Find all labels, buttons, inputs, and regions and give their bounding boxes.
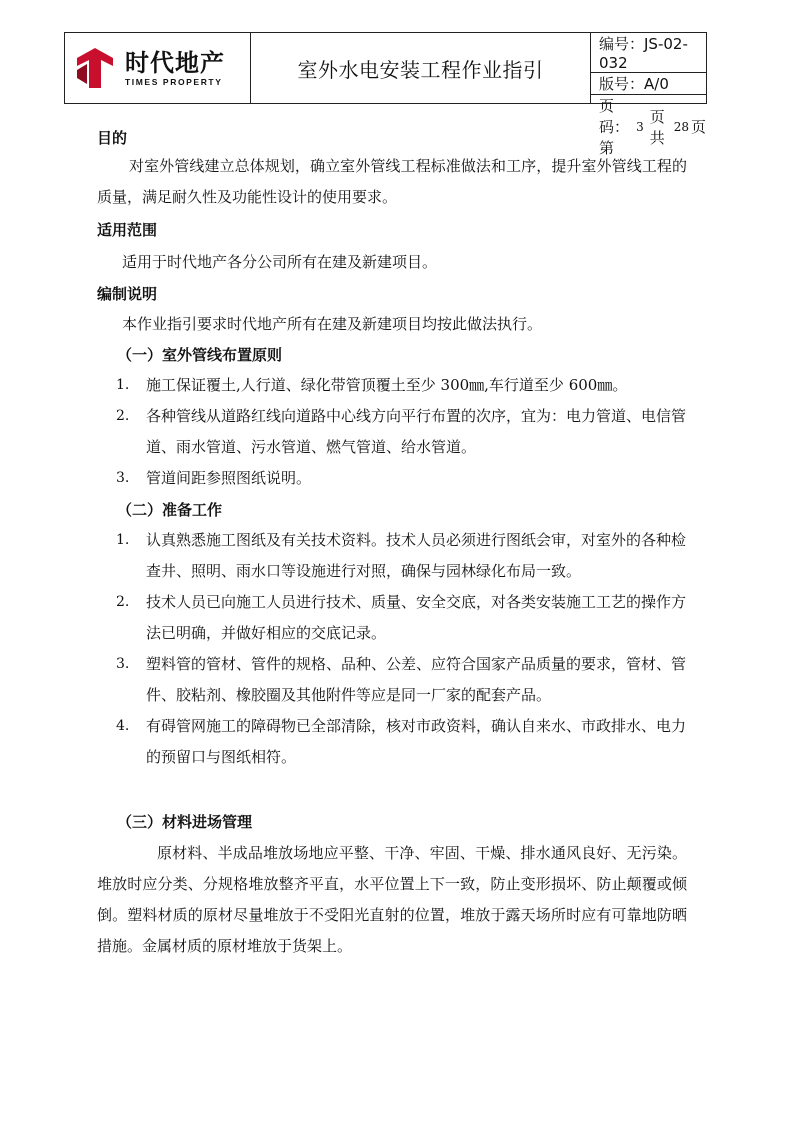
logo-english-text: TIMES PROPERTY — [125, 77, 223, 87]
list-text: 各种管线从道路红线向道路中心线方向平行布置的次序，宜为：电力管道、电信管道、雨水管道、污水管道、燃气管道、给水管道。 — [146, 407, 687, 456]
doc-version-text: 版号：A/0 — [599, 75, 669, 93]
list-number: 4. — [116, 718, 130, 734]
list-number: 1. — [116, 377, 130, 393]
list-number: 3. — [116, 656, 130, 672]
list-item — [116, 463, 686, 494]
list-number: 2. — [116, 594, 130, 610]
page-label-mid: 页 共 — [649, 107, 665, 147]
list-text: 认真熟悉施工图纸及有关技术资料。技术人员必须进行图纸会审，对室外的各种检查井、照明、雨水口等设施进行对照，确保与园林绿化布局一致。 — [146, 531, 687, 580]
title-cell — [251, 33, 591, 103]
doc-code-text: 编号：JS-02-032 — [599, 35, 688, 72]
times-logo-icon — [71, 44, 119, 92]
list-number: 1. — [116, 532, 130, 548]
scope-paragraph: 适用于时代地产各分公司所有在建及新建项目。 — [122, 253, 438, 271]
purpose-paragraph: 对室外管线建立总体规划，确立室外管线工程标准做法和工序，提升室外管线工程的质量，满足耐久性及功能性设计的使用要求。 — [97, 157, 687, 206]
list-text: 施工保证覆土,人行道、绿化带管顶覆土至少 300㎜,车行道至少 600㎜。 — [146, 376, 628, 394]
list-number: 2. — [116, 408, 130, 424]
page-label-prefix: 页码：第 — [599, 97, 630, 157]
doc-version — [591, 73, 706, 95]
current-page: 3 — [636, 119, 644, 134]
list-item — [116, 649, 686, 711]
section-3-paragraph: 原材料、半成品堆放场地应平整、干净、牢固、干燥、排水通风良好、无污染。堆放时应分类、分规格堆放整齐平直，水平位置上下一致，防止变形损坏、防止颠覆或倾倒。塑料材质的原材尽量堆放于不受阳光直射的位置，堆放于露天场所时应有可靠地防晒措施。金属材质的原材堆放于货架上。 — [97, 844, 687, 955]
section-2-heading: （二）准备工作 — [117, 501, 223, 519]
list-text: 管道间距参照图纸说明。 — [146, 469, 312, 487]
total-pages: 28 — [673, 119, 689, 134]
company-logo — [65, 33, 251, 103]
list-text: 技术人员已向施工人员进行技术、质量、安全交底，对各类安装施工工艺的操作方法已明确，并做好相应的交底记录。 — [146, 593, 687, 642]
list-item — [116, 370, 686, 401]
scope-heading: 适用范围 — [97, 221, 158, 239]
logo-chinese-text: 时代地产 — [125, 49, 225, 77]
page-number — [591, 95, 706, 158]
doc-code — [591, 33, 706, 73]
notes-heading: 编制说明 — [97, 285, 158, 303]
list-item — [116, 525, 686, 587]
list-item — [116, 711, 686, 773]
document-title: 室外水电安装工程作业指引 — [297, 57, 544, 82]
meta-cell — [591, 33, 706, 157]
page-label-suffix: 页 — [690, 118, 706, 136]
purpose-heading: 目的 — [97, 129, 128, 147]
list-item — [116, 401, 686, 463]
section-3-heading: （三）材料进场管理 — [117, 813, 253, 831]
notes-paragraph: 本作业指引要求时代地产所有在建及新建项目均按此做法执行。 — [122, 315, 543, 333]
list-text: 有碍管网施工的障碍物已全部清除，核对市政资料，确认自来水、市政排水、电力的预留口与图纸相符。 — [146, 717, 687, 766]
list-number: 3. — [116, 470, 130, 486]
list-item — [116, 587, 686, 649]
list-text: 塑料管的管材、管件的规格、品种、公差、应符合国家产品质量的要求，管材、管件、胶粘剂、橡胶圈及其他附件等应是同一厂家的配套产品。 — [146, 655, 687, 704]
section-1-heading: （一）室外管线布置原则 — [117, 346, 283, 364]
